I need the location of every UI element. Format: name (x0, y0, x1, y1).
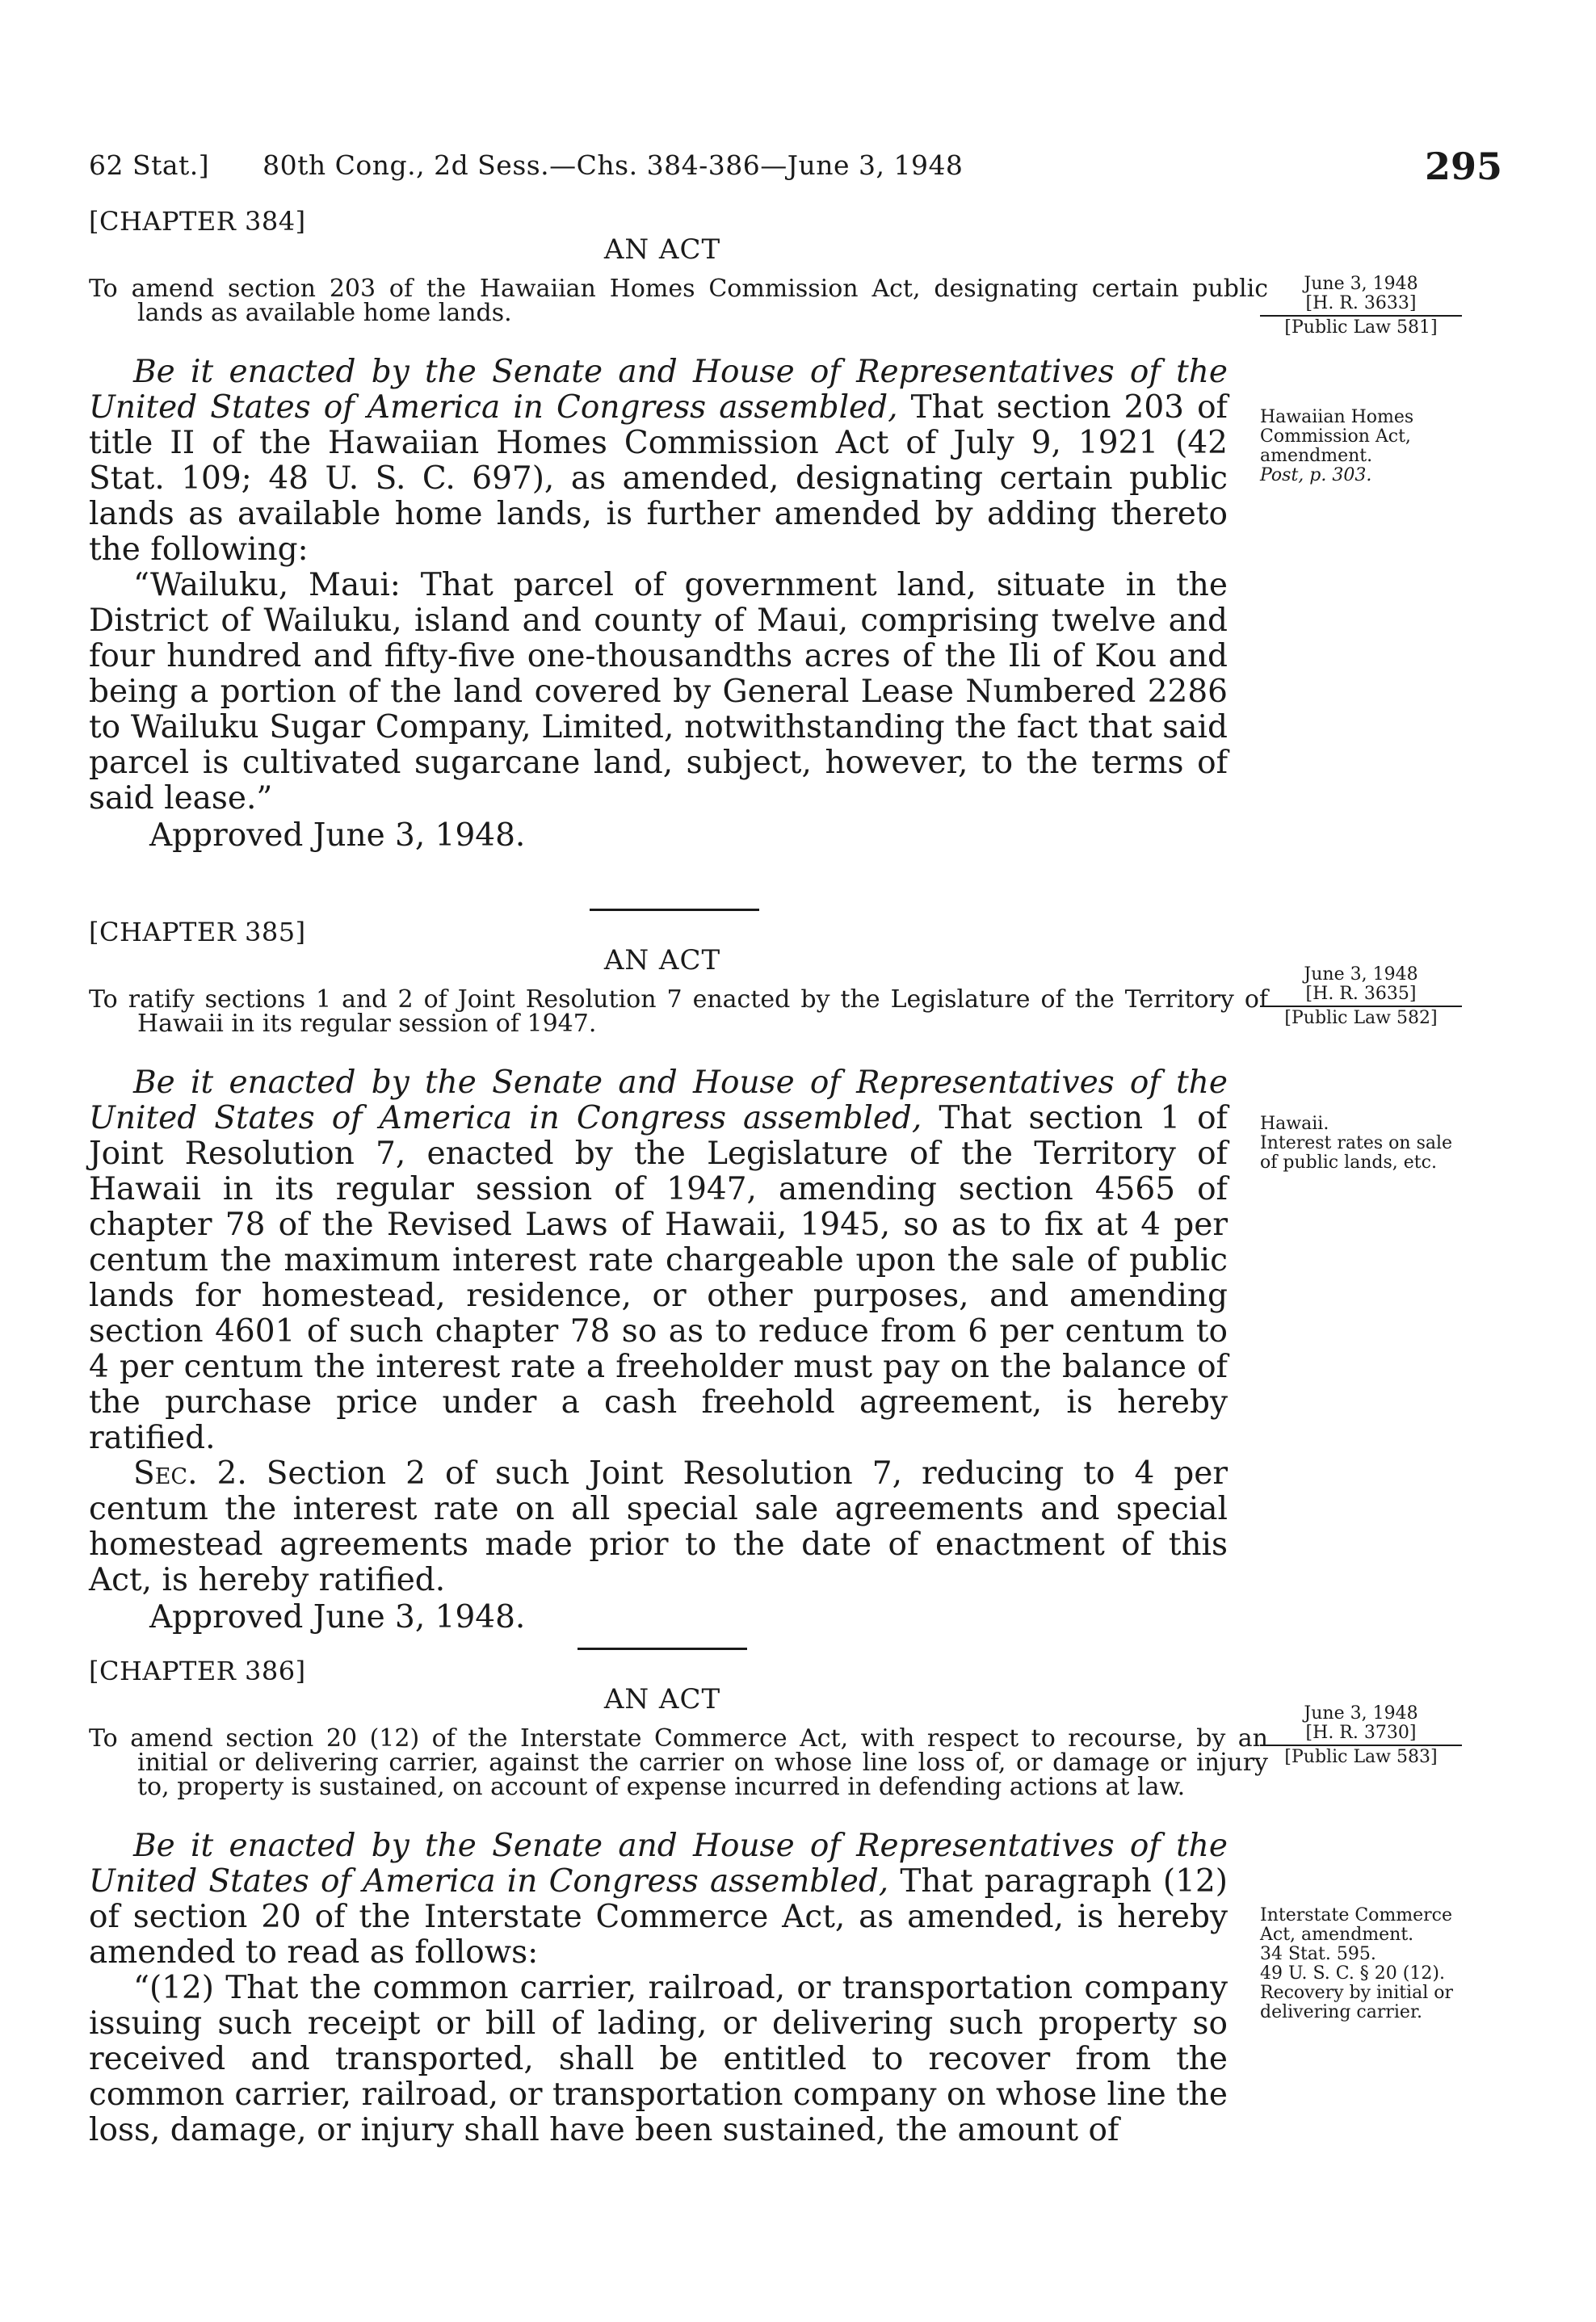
margin-citation-385 (1260, 965, 1462, 1028)
approval-line: Approved June 3, 1948. (149, 1599, 526, 1635)
page-number: 295 (1424, 145, 1502, 188)
sidenote-384 (1260, 408, 1470, 485)
enacting-clause: Be it enacted by the Senate and House of Representatives of the United States of America in Congress assembled, (89, 1828, 1228, 1900)
chapter-label: [CHAPTER 386] (89, 1656, 306, 1686)
act-heading: AN ACT (603, 1683, 721, 1715)
act-body (89, 1065, 1228, 1598)
chapter-384 (89, 206, 1268, 854)
margin-citation-386 (1260, 1704, 1462, 1767)
header-stat: 62 Stat.] (89, 149, 210, 181)
chapter-386 (89, 1656, 1268, 2148)
act-heading: AN ACT (603, 233, 721, 266)
chapter-label: [CHAPTER 385] (89, 917, 306, 947)
quoted-amendment: “Wailuku, Maui: That parcel of government land, situate in the District of Wailuku, island and county of Maui, comprising twelve and four hundred and fifty-five one-thousandths acres of the Ili of Kou and being a portion of the land covered by General Lease Numbered 2286 to Wailuku Sugar Company, Limited, notwithstanding the fact that said parcel is cultivated sugarcane land, subject, however, to the terms of said lease.” (89, 567, 1228, 817)
approval-line: Approved June 3, 1948. (149, 817, 526, 854)
chapter-divider (578, 1648, 747, 1650)
header-citation (89, 149, 963, 181)
enacting-text: That paragraph (12) of section 20 of the Interstate Commerce Act, as amended, is hereby amended to read as follows: (89, 1863, 1228, 1971)
section-text: Section 2 of such Joint Resolution 7, reducing to 4 per centum the interest rate on all special sale agreements and special homestead agreements made prior to the date of enactment of this Act, is hereby ratified. (89, 1455, 1228, 1598)
enacting-text: That section 1 of Joint Resolution 7, enacted by the Legislature of the Territory of Hawaii in its regular session of 1947, amending section 4565 of chapter 78 of the Revised Laws of Hawaii, 1945, so as to fix at 4 per centum the maximum interest rate chargeable upon the sale of public lands for homestead, residence, or other purposes, and amending section 4601 of such chapter 78 so as to reduce from 6 per centum to 4 per centum the interest rate a freeholder must pay on the balance of the purchase price under a cash freehold agreement, is hereby ratified. (89, 1100, 1228, 1456)
sidenote-ref: Post, p. 303. (1260, 465, 1372, 485)
chapter-label: [CHAPTER 384] (89, 206, 306, 237)
margin-public-law: [Public Law 583] (1260, 1745, 1462, 1767)
act-heading: AN ACT (603, 944, 721, 976)
sidenote-text: Hawaii. (1260, 1114, 1329, 1134)
enacting-clause: Be it enacted by the Senate and House of Representatives of the United States of America in Congress assembled, (89, 354, 1228, 426)
sidenote-text: Recovery by initial or delivering carrier. (1260, 1983, 1454, 2022)
sidenote-ref: 34 Stat. 595. (1260, 1944, 1376, 1964)
running-header (89, 145, 1502, 198)
header-session: 80th Cong., 2d Sess.—Chs. 384-386—June 3, 1948 (262, 149, 964, 181)
margin-date: June 3, 1948 (1304, 964, 1418, 985)
act-purpose: To amend section 203 of the Hawaiian Homes Commission Act, designating certain public lands as available home lands. (89, 275, 1268, 327)
margin-bill: [H. R. 3633] (1305, 293, 1417, 313)
act-purpose: To amend section 20 (12) of the Interstate Commerce Act, with respect to recourse, by an initial or delivering carrier, against the carrier on whose line loss of, or damage or injury to, property is sustained, on account of expense incurred in defending actions at law. (89, 1724, 1268, 1801)
sidenote-386 (1260, 1906, 1470, 2022)
margin-citation-384 (1260, 275, 1462, 338)
chapter-385 (89, 917, 1268, 1635)
margin-bill: [H. R. 3730] (1305, 1723, 1417, 1743)
margin-date: June 3, 1948 (1304, 274, 1418, 294)
act-body (89, 355, 1228, 817)
chapter-divider (590, 909, 759, 911)
act-body (89, 1829, 1228, 2148)
enacting-clause: Be it enacted by the Senate and House of Representatives of the United States of America in Congress assembled, (89, 1064, 1228, 1136)
sidenote-385 (1260, 1115, 1470, 1173)
sidenote-text: Hawaiian Homes Commission Act, amendment. (1260, 407, 1414, 466)
section-label: Sec. 2. (133, 1455, 247, 1492)
margin-public-law: [Public Law 582] (1260, 1006, 1462, 1028)
act-purpose: To ratify sections 1 and 2 of Joint Resolution 7 enacted by the Legislature of the Territory of Hawaii in its regular session of 1947. (89, 985, 1268, 1038)
margin-bill: [H. R. 3635] (1305, 984, 1417, 1004)
enacting-text: That section 203 of title II of the Hawaiian Homes Commission Act of July 9, 1921 (42 Stat. 109; 48 U. S. C. 697), as amended, designating certain public lands as available home lands, is further amended by adding thereto the following: (89, 389, 1228, 568)
margin-date: June 3, 1948 (1304, 1703, 1418, 1724)
margin-public-law: [Public Law 581] (1260, 315, 1462, 338)
sidenote-text: Interstate Commerce Act, amendment. (1260, 1905, 1453, 1945)
sidenote-text: Interest rates on sale of public lands, etc. (1260, 1133, 1453, 1173)
sidenote-ref: 49 U. S. C. § 20 (12). (1260, 1963, 1445, 1984)
quoted-amendment: “(12) That the common carrier, railroad, or transportation company issuing such receipt or bill of lading, or delivering such property so received and transported, shall be entitled to recover from the common carrier, railroad, or transportation company on whose line the loss, damage, or injury shall have been sustained, the amount of (89, 1970, 1228, 2148)
